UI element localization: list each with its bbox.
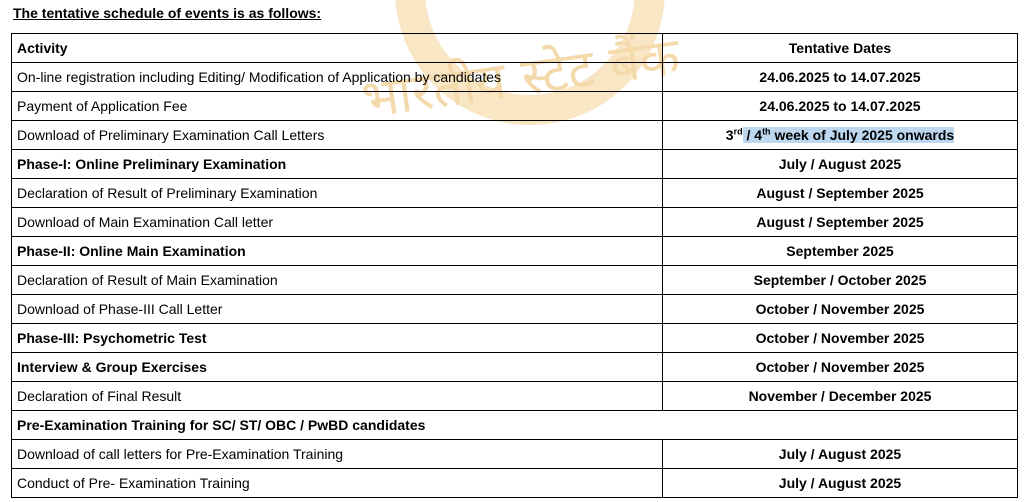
table-row bbox=[12, 324, 1018, 353]
activity-cell: Download of Main Examination Call letter bbox=[12, 208, 663, 237]
table-section-row bbox=[12, 411, 1018, 440]
activity-cell: Declaration of Result of Preliminary Examination bbox=[12, 179, 663, 208]
activity-cell: Interview & Group Exercises bbox=[12, 353, 663, 382]
table-row bbox=[12, 63, 1018, 92]
date-cell: September 2025 bbox=[663, 237, 1018, 266]
table-row bbox=[12, 353, 1018, 382]
table-row bbox=[12, 179, 1018, 208]
date-cell: July / August 2025 bbox=[663, 150, 1018, 179]
activity-cell: Phase-I: Online Preliminary Examination bbox=[12, 150, 663, 179]
table-row bbox=[12, 92, 1018, 121]
table-row bbox=[12, 266, 1018, 295]
date-cell: August / September 2025 bbox=[663, 208, 1018, 237]
date-cell: 24.06.2025 to 14.07.2025 bbox=[663, 63, 1018, 92]
table-row bbox=[12, 121, 1018, 150]
table-header-row bbox=[12, 34, 1018, 63]
date-cell: October / November 2025 bbox=[663, 324, 1018, 353]
table-row bbox=[12, 208, 1018, 237]
ordinal-suffix: rd bbox=[733, 126, 743, 137]
table-row bbox=[12, 469, 1018, 498]
table-row bbox=[12, 295, 1018, 324]
date-cell: September / October 2025 bbox=[663, 266, 1018, 295]
activity-cell: Declaration of Final Result bbox=[12, 382, 663, 411]
section-heading-cell: Pre-Examination Training for SC/ ST/ OBC / PwBD candidates bbox=[12, 411, 1018, 440]
svg-text:भारतीय स्टेट बैंक: भारतीय स्टेट बैंक bbox=[358, 26, 684, 131]
date-cell: July / August 2025 bbox=[663, 440, 1018, 469]
table-row bbox=[12, 440, 1018, 469]
activity-cell: Download of Phase-III Call Letter bbox=[12, 295, 663, 324]
ordinal-suffix: th bbox=[762, 126, 771, 137]
date-cell: November / December 2025 bbox=[663, 382, 1018, 411]
activity-cell: Conduct of Pre- Examination Training bbox=[12, 469, 663, 498]
activity-cell: Phase-II: Online Main Examination bbox=[12, 237, 663, 266]
page-heading: The tentative schedule of events is as follows: bbox=[13, 5, 322, 21]
date-cell bbox=[663, 121, 1018, 150]
date-cell: August / September 2025 bbox=[663, 179, 1018, 208]
activity-cell: Declaration of Result of Main Examination bbox=[12, 266, 663, 295]
date-cell: October / November 2025 bbox=[663, 353, 1018, 382]
activity-cell: Download of call letters for Pre-Examination Training bbox=[12, 440, 663, 469]
highlighted-text bbox=[743, 127, 955, 143]
activity-cell: On-line registration including Editing/ Modification of Application by candidates bbox=[12, 63, 663, 92]
date-part: / 4 bbox=[742, 127, 763, 143]
header-activity: Activity bbox=[12, 34, 663, 63]
activity-cell: Payment of Application Fee bbox=[12, 92, 663, 121]
date-part: week of July 2025 onwards bbox=[770, 127, 955, 143]
schedule-table bbox=[11, 33, 1018, 498]
date-part: 3 bbox=[725, 127, 734, 143]
activity-cell: Phase-III: Psychometric Test bbox=[12, 324, 663, 353]
date-cell: 24.06.2025 to 14.07.2025 bbox=[663, 92, 1018, 121]
header-dates: Tentative Dates bbox=[663, 34, 1018, 63]
table-row bbox=[12, 382, 1018, 411]
table-row bbox=[12, 150, 1018, 179]
activity-cell: Download of Preliminary Examination Call Letters bbox=[12, 121, 663, 150]
table-row bbox=[12, 237, 1018, 266]
date-cell: July / August 2025 bbox=[663, 469, 1018, 498]
date-cell: October / November 2025 bbox=[663, 295, 1018, 324]
